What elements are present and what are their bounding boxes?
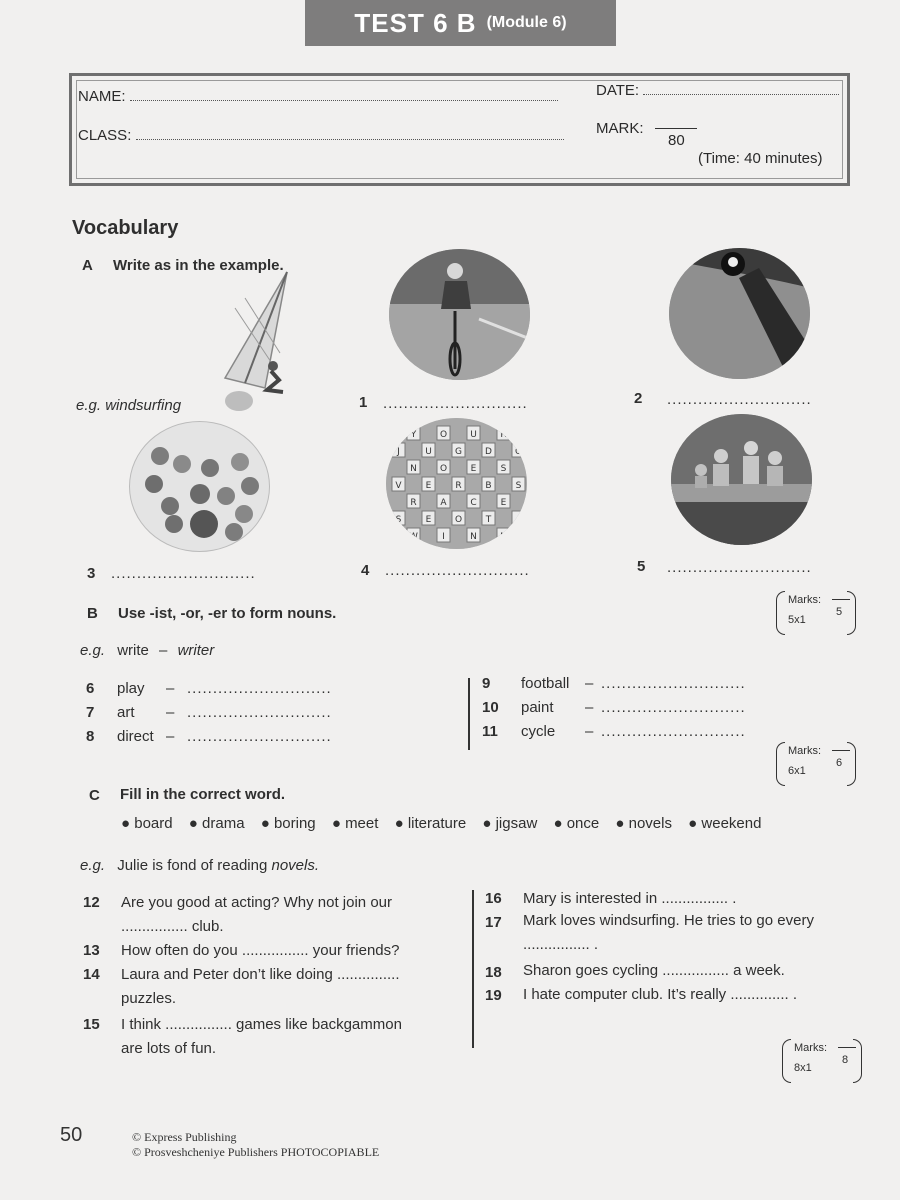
- sentence-14-cont: puzzles.: [121, 990, 177, 1007]
- scrabble-tile: [467, 426, 480, 440]
- scrabble-tile: [392, 511, 405, 525]
- scrabble-tile: [407, 494, 420, 508]
- svg-text:E: E: [500, 498, 507, 508]
- class-field[interactable]: [78, 127, 564, 144]
- list-item: 10 paint – ............................: [482, 699, 746, 716]
- svg-text:S: S: [515, 481, 522, 491]
- item-7-blank[interactable]: ............................: [187, 704, 332, 721]
- word-item: ● weekend: [688, 815, 762, 832]
- task-a-letter: A: [82, 257, 93, 274]
- date-label: DATE:: [596, 82, 640, 99]
- scrabble-tile: [482, 443, 495, 457]
- svg-text:O: O: [439, 430, 448, 440]
- list-item: 6 play – ............................: [86, 680, 332, 697]
- svg-text:N: N: [500, 532, 507, 542]
- scrabble-tile: [497, 528, 510, 542]
- name-field[interactable]: [78, 88, 558, 105]
- sentence-17: Mark loves windsurfing. He tries to go every: [523, 912, 814, 929]
- item-2-blank[interactable]: ............................: [667, 391, 812, 408]
- item-6-blank[interactable]: ............................: [187, 680, 332, 697]
- scrabble-tile: [497, 494, 510, 508]
- scrabble-tile: [437, 528, 450, 542]
- windsurfing-picture: [205, 268, 305, 418]
- test-title: [305, 0, 616, 46]
- pool-picture: [669, 248, 810, 379]
- scrabble-tile: [407, 426, 420, 440]
- task-c-letter: C: [89, 787, 100, 804]
- scrabble-tile: [497, 426, 510, 440]
- item-4-number: 4: [361, 562, 370, 579]
- scrabble-tile: [437, 426, 450, 440]
- sentence-19[interactable]: I hate computer club. It’s really .............. .: [523, 986, 797, 1003]
- svg-text:O: O: [454, 515, 463, 525]
- svg-text:O: O: [514, 447, 523, 457]
- list-item: 9 football – ............................: [482, 675, 746, 692]
- scrabble-tile: [437, 494, 450, 508]
- svg-text:S: S: [500, 464, 507, 474]
- scrabble-tile: [452, 477, 465, 491]
- svg-text:U: U: [470, 430, 477, 440]
- word-item: ● novels: [615, 815, 672, 832]
- scrabble-tile: [467, 460, 480, 474]
- mark-total: 80: [668, 132, 685, 149]
- svg-text:E: E: [425, 515, 432, 525]
- sentence-13[interactable]: How often do you ................ your friends?: [121, 942, 400, 959]
- svg-text:U: U: [425, 447, 432, 457]
- scrabble-tile: [452, 443, 465, 457]
- item-10-blank[interactable]: ............................: [601, 699, 746, 716]
- svg-text:O: O: [439, 464, 448, 474]
- word-item: ● board: [121, 815, 173, 832]
- sentence-14[interactable]: Laura and Peter don’t like doing ...............: [121, 966, 400, 983]
- task-b-letter: B: [87, 605, 98, 622]
- mark-fraction-line: [655, 128, 697, 129]
- svg-text:D: D: [485, 447, 492, 457]
- item-11-blank[interactable]: ............................: [601, 723, 746, 740]
- item-9-blank[interactable]: ............................: [601, 675, 746, 692]
- item-5-blank[interactable]: ............................: [667, 559, 812, 576]
- scrabble-tile: [422, 477, 435, 491]
- svg-text:A: A: [440, 498, 447, 508]
- scrabble-tile: [512, 511, 525, 525]
- task-c-instruction: Fill in the correct word.: [120, 786, 286, 803]
- scrabble-tile: [452, 511, 465, 525]
- item-3-blank[interactable]: ............................: [111, 565, 256, 582]
- svg-text:R: R: [455, 481, 462, 491]
- svg-text:B: B: [485, 481, 492, 491]
- scrabble-tile: [392, 443, 405, 457]
- sentence-15-cont: are lots of fun.: [121, 1040, 217, 1057]
- item-4-blank[interactable]: ............................: [385, 562, 530, 579]
- sentence-15[interactable]: I think ................ games like backgammon: [121, 1016, 402, 1033]
- item-2-number: 2: [634, 390, 643, 407]
- name-label: NAME:: [78, 88, 126, 105]
- task-a-example: e.g. windsurfing: [76, 397, 182, 414]
- module-label: (Module 6): [486, 14, 567, 31]
- item-1-blank[interactable]: ............................: [383, 395, 528, 412]
- scrabble-tile: [482, 511, 495, 525]
- svg-text:N: N: [410, 464, 417, 474]
- word-item: ● literature: [394, 815, 467, 832]
- scrabble-tile: [512, 443, 525, 457]
- scrabble-tile: [497, 460, 510, 474]
- picnic-picture: [671, 414, 812, 545]
- svg-text:Y: Y: [410, 430, 417, 440]
- section-heading: Vocabulary: [72, 217, 179, 239]
- item-3-number: 3: [87, 565, 96, 582]
- svg-text:R: R: [500, 430, 507, 440]
- item-1-number: 1: [359, 394, 368, 411]
- scrabble-tile: [512, 477, 525, 491]
- task-b-instruction: Use -ist, -or, -er to form nouns.: [118, 605, 337, 622]
- scrabble-tile: [392, 477, 405, 491]
- column-divider: [472, 890, 474, 1048]
- marks-box-b: Marks: 6 6x1: [776, 742, 856, 786]
- svg-text:R: R: [410, 498, 417, 508]
- svg-text:N: N: [470, 532, 477, 542]
- sentence-12-blank[interactable]: ................ club.: [121, 918, 224, 935]
- svg-text:I: I: [442, 532, 445, 542]
- svg-text:S: S: [395, 515, 402, 525]
- word-item: ● once: [553, 815, 600, 832]
- scrabble-tile: [482, 477, 495, 491]
- marbles-picture: [129, 421, 270, 552]
- svg-text:C: C: [470, 498, 477, 508]
- sentence-17-blank[interactable]: ................ .: [523, 936, 599, 953]
- scrabble-tile: [467, 494, 480, 508]
- word-item: ● meet: [331, 815, 379, 832]
- date-field[interactable]: [596, 82, 839, 99]
- item-8-blank[interactable]: ............................: [187, 728, 332, 745]
- svg-text:G: G: [455, 447, 462, 457]
- class-label: CLASS:: [78, 127, 132, 144]
- column-divider: [468, 678, 470, 750]
- word-item: ● drama: [188, 815, 245, 832]
- copyright-line-2: © Prosveshcheniye Publishers PHOTOCOPIABLE: [132, 1145, 380, 1159]
- time-limit: (Time: 40 minutes): [698, 150, 823, 167]
- svg-text:E: E: [425, 481, 432, 491]
- scrabble-picture: [386, 418, 527, 549]
- list-item: 8 direct – ............................: [86, 728, 332, 745]
- copyright-line-1: © Express Publishing: [132, 1130, 237, 1144]
- cycling-picture: [389, 249, 530, 380]
- task-c-example: e.g. Julie is fond of reading novels.: [80, 857, 320, 874]
- scrabble-tile: [422, 443, 435, 457]
- marks-box-a: Marks: 5 5x1: [776, 591, 856, 635]
- scrabble-tile: [437, 460, 450, 474]
- svg-text:I: I: [517, 515, 520, 525]
- scrabble-tile: [422, 511, 435, 525]
- word-item: ● jigsaw: [482, 815, 538, 832]
- svg-text:T: T: [485, 515, 492, 525]
- sentence-12: Are you good at acting? Why not join our: [121, 894, 392, 911]
- sentence-18[interactable]: Sharon goes cycling ................ a week.: [523, 962, 785, 979]
- test-title-text: TEST 6 B: [354, 7, 477, 38]
- scrabble-tile: [407, 460, 420, 474]
- sentence-16[interactable]: Mary is interested in ................ .: [523, 890, 737, 907]
- page-number: 50: [60, 1124, 83, 1146]
- mark-label: MARK:: [596, 120, 644, 137]
- scrabble-tile: [467, 528, 480, 542]
- item-5-number: 5: [637, 558, 646, 575]
- word-box: [121, 815, 841, 832]
- list-item: 7 art – ............................: [86, 704, 332, 721]
- svg-text:W: W: [409, 532, 418, 542]
- svg-text:J: J: [397, 447, 400, 457]
- word-item: ● boring: [260, 815, 316, 832]
- marks-box-c: Marks: 8 8x1: [782, 1039, 862, 1083]
- scrabble-tile: [407, 528, 420, 542]
- svg-text:E: E: [470, 464, 477, 474]
- task-b-example: e.g. write – writer: [80, 642, 215, 659]
- list-item: 11 cycle – ............................: [482, 723, 746, 740]
- task-a-instruction: Write as in the example.: [113, 257, 284, 274]
- svg-text:V: V: [395, 481, 402, 491]
